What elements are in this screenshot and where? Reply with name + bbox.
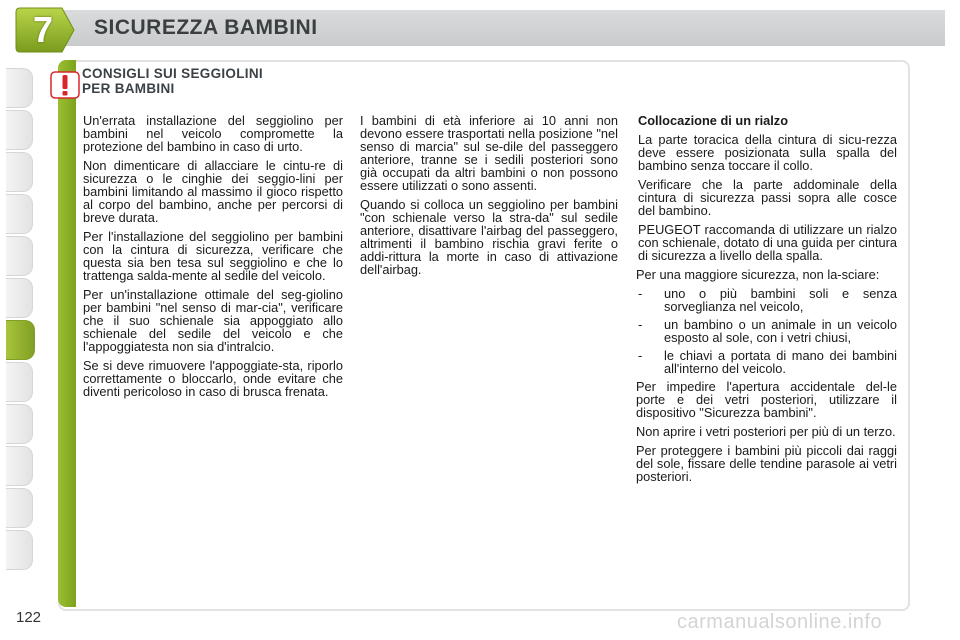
chapter-tab[interactable] bbox=[6, 236, 33, 276]
chapter-tab[interactable] bbox=[6, 68, 33, 108]
list-item bbox=[636, 318, 897, 344]
paragraph: Non dimenticare di allacciare le cintu-re di sicurezza o le cinghie dei seggio-lini per bambini limitando al massimo il gioco rispetto al corpo del bambino, anche per percorsi di breve durata. bbox=[83, 158, 343, 225]
column-middle bbox=[360, 114, 618, 282]
subheading: Collocazione di un rialzo bbox=[638, 113, 789, 128]
chapter-tab[interactable] bbox=[6, 362, 33, 402]
section-title bbox=[82, 66, 263, 96]
chapter-tab[interactable] bbox=[6, 278, 33, 318]
paragraph: Per proteggere i bambini più piccoli dai raggi del sole, fissare delle tendine parasole ai vetri posteriori. bbox=[636, 443, 897, 484]
paragraph: Un'errata installazione del seggiolino per bambini nel veicolo compromette la protezione del bambino in caso di urto. bbox=[83, 113, 343, 154]
section-title-line: CONSIGLI SUI SEGGIOLINI bbox=[82, 66, 263, 81]
chapter-tab-active[interactable] bbox=[6, 320, 35, 360]
list-item bbox=[636, 349, 897, 375]
list-item bbox=[636, 287, 897, 313]
exclamation-warning-icon bbox=[50, 71, 80, 99]
paragraph: Per una maggiore sicurezza, non la-sciare: bbox=[636, 267, 880, 282]
paragraph: Per un'installazione ottimale del seg-giolino per bambini "nel senso di mar-cia", verificare che il suo schienale sia appoggiato allo schienale del sedile del veicolo e che l'appoggiatesta non sia d'intralcio. bbox=[83, 287, 343, 354]
column-left bbox=[83, 114, 343, 404]
chapter-tab[interactable] bbox=[6, 404, 33, 444]
chapter-tab[interactable] bbox=[6, 110, 33, 150]
page-number: 122 bbox=[16, 609, 42, 626]
paragraph: Quando si colloca un seggiolino per bambini "con schienale verso la stra-da" sul sedile anteriore, disattivare l'airbag del passeggero, altrimenti il bambino rischia gravi ferite o addi-rittura la morte in caso di attivazione dell'airbag. bbox=[360, 197, 618, 277]
list-item-text: uno o più bambini soli e senza sorveglianza nel veicolo, bbox=[664, 286, 897, 314]
paragraph: Verificare che la parte addominale della cintura di sicurezza passi sopra alle cosce del bambino. bbox=[638, 177, 897, 218]
column-right bbox=[636, 114, 897, 489]
list-item-text: un bambino o un animale in un veicolo esposto al sole, con i vetri chiusi, bbox=[664, 317, 897, 345]
chapter-tabs bbox=[0, 62, 40, 582]
paragraph: PEUGEOT raccomanda di utilizzare un rialzo con schienale, dotato di una guida per cintura di sicurezza a livello della spalla. bbox=[638, 222, 897, 263]
paragraph: Per l'installazione del seggiolino per bambini con la cintura di sicurezza, verificare che questa sia ben tesa sul seggiolino e che lo trattenga salda-mente al sedile del veicolo. bbox=[83, 229, 343, 283]
bullet-dash: - bbox=[638, 317, 643, 332]
chapter-number: 7 bbox=[32, 9, 54, 50]
chapter-tab[interactable] bbox=[6, 152, 33, 192]
accent-bar bbox=[58, 60, 76, 607]
section-title-line: PER BAMBINI bbox=[82, 81, 175, 96]
bullet-dash: - bbox=[638, 286, 643, 301]
paragraph: La parte toracica della cintura di sicu-rezza deve essere posizionata sulla spalla del bambino senza toccare il collo. bbox=[638, 132, 897, 173]
paragraph: I bambini di età inferiore ai 10 anni non devono essere trasportati nella posizione "nel senso di marcia" sul se-dile del passeggero anteriore, tranne se i sedili posteriori sono già occupati da altri bambini o non possono essere utilizzati o sono assenti. bbox=[360, 113, 618, 193]
chapter-tab[interactable] bbox=[6, 488, 33, 528]
chapter-tab[interactable] bbox=[6, 194, 33, 234]
bullet-dash: - bbox=[638, 348, 643, 363]
watermark: carmanualsonline.info bbox=[677, 611, 883, 633]
paragraph: Per impedire l'apertura accidentale del-le porte e dei vetri posteriori, utilizzare il dispositivo "Sicurezza bambini". bbox=[636, 379, 897, 420]
paragraph: Se si deve rimuovere l'appoggiate-sta, riporlo correttamente o bloccarlo, onde evitare che diventi pericoloso in caso di brusca frenata. bbox=[83, 358, 343, 399]
page-title: SICUREZZA BAMBINI bbox=[94, 16, 318, 39]
chapter-tab[interactable] bbox=[6, 446, 33, 486]
list-item-text: le chiavi a portata di mano dei bambini all'interno del veicolo. bbox=[664, 348, 897, 376]
chapter-tab[interactable] bbox=[6, 530, 33, 570]
paragraph: Non aprire i vetri posteriori per più di un terzo. bbox=[636, 424, 896, 439]
